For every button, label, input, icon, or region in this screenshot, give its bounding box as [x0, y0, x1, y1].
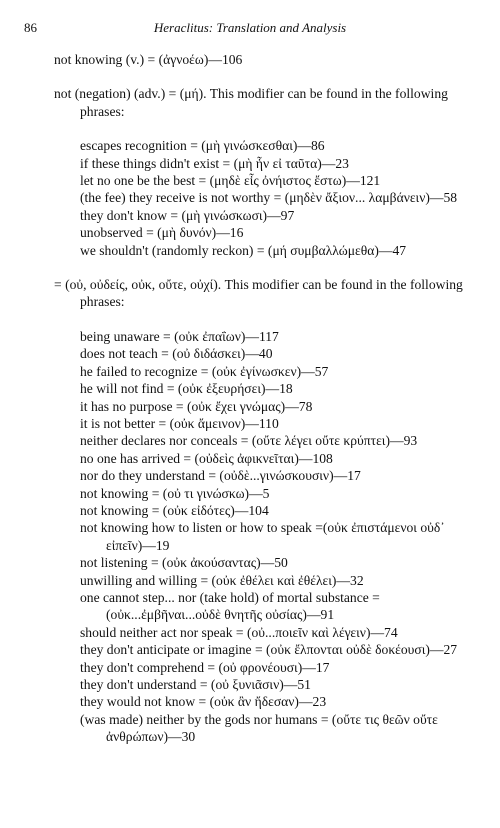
list-item: they don't understand = (οὐ ξυνιᾶσιν)—51: [80, 677, 311, 692]
list-item: they don't comprehend = (οὐ φρονέουσι)—17: [80, 659, 330, 675]
list-item: neither declares nor conceals = (οὔτε λέγει οὔτε κρύπτει)—93: [80, 433, 418, 449]
list-item: not knowing how to listen or how to speak =(οὐκ ἐπιστάμενοι οὐδ᾽ εἰπεῖν)—19: [80, 520, 445, 553]
list-item: they would not know = (οὐκ ἂν ἤδεσαν)—23: [80, 694, 327, 710]
list-item: it has no purpose = (οὐκ ἔχει γνώμας)—78: [80, 398, 313, 414]
list-item: not knowing = (οὐκ εἰδότες)—104: [80, 502, 269, 518]
entry-ou-variants: = (οὐ, οὐδείς, οὐκ, οὔτε, οὐχί). This modifier can be found in the following phrases:: [54, 277, 463, 310]
list-item: he will not find = (οὐκ ἐξευρήσει)—18: [80, 381, 293, 397]
list-item: unwilling and willing = (οὐκ ἐθέλει καὶ ἐθέλει)—32: [80, 572, 364, 588]
page-header: [24, 20, 476, 38]
list-item: he failed to recognize = (οὐκ ἐγίνωσκεν)—57: [80, 363, 329, 379]
list-item: (was made) neither by the gods nor humans = (οὔτε τις θεῶν οὔτε ἀνθρώπων)—30: [80, 711, 438, 745]
running-title: Heraclitus: Translation and Analysis: [153, 20, 347, 35]
list-item: it is not better = (οὐκ ἄμεινον)—110: [80, 415, 279, 431]
list-item: nor do they understand = (οὐδὲ...γινώσκουσιν)—17: [80, 468, 361, 484]
list-item: let no one be the best = (μηδὲ εἷς ὀνήιστος ἔστω)—121: [80, 173, 381, 189]
list-item: unobserved = (μὴ δυνόν)—16: [80, 225, 244, 241]
page-body: [54, 51, 480, 763]
entry-not-negation: not (negation) (adv.) = (μή). This modifier can be found in the following phrases:: [54, 86, 448, 119]
list-item: not listening = (οὐκ ἀκούσαντας)—50: [80, 555, 288, 571]
list-item: not knowing = (οὐ τι γινώσκω)—5: [80, 485, 270, 501]
list-item: escapes recognition = (μὴ γινώσκεσθαι)—86: [80, 138, 325, 154]
list-item: we shouldn't (randomly reckon) = (μή συμβαλλώμεθα)—47: [80, 242, 407, 258]
page-number: 86: [24, 20, 37, 35]
list-item: they don't anticipate or imagine = (οὐκ ἔλπονται οὐδὲ δοκέουσι)—27: [80, 642, 458, 658]
list-item: does not teach = (οὐ διδάσκει)—40: [80, 346, 273, 362]
list-item: if these things didn't exist = (μὴ ἦν εἰ ταῦτα)—23: [80, 155, 349, 171]
list-item: they don't know = (μὴ γινώσκωσι)—97: [80, 207, 295, 223]
entry-not-knowing-verb: not knowing (v.) = (ἀγνοέω)—106: [54, 52, 243, 67]
list-item: one cannot step... nor (take hold) of mortal substance = (οὐκ...ἐμβῆναι...οὐδὲ θνητῆς οὐσίας)—91: [80, 589, 380, 623]
phrase-list-me: [80, 137, 480, 259]
list-item: (the fee) they receive is not worthy = (μηδὲν ἄξιον... λαμβάνειν)—58: [80, 190, 458, 206]
list-item: being unaware = (οὐκ ἐπαΐων)—117: [80, 328, 279, 344]
list-item: should neither act nor speak = (οὐ...ποιεῖν καὶ λέγειν)—74: [80, 624, 398, 640]
list-item: no one has arrived = (οὐδεὶς ἀφικνεῖται)—108: [80, 450, 333, 466]
phrase-list-ou: [80, 328, 480, 746]
